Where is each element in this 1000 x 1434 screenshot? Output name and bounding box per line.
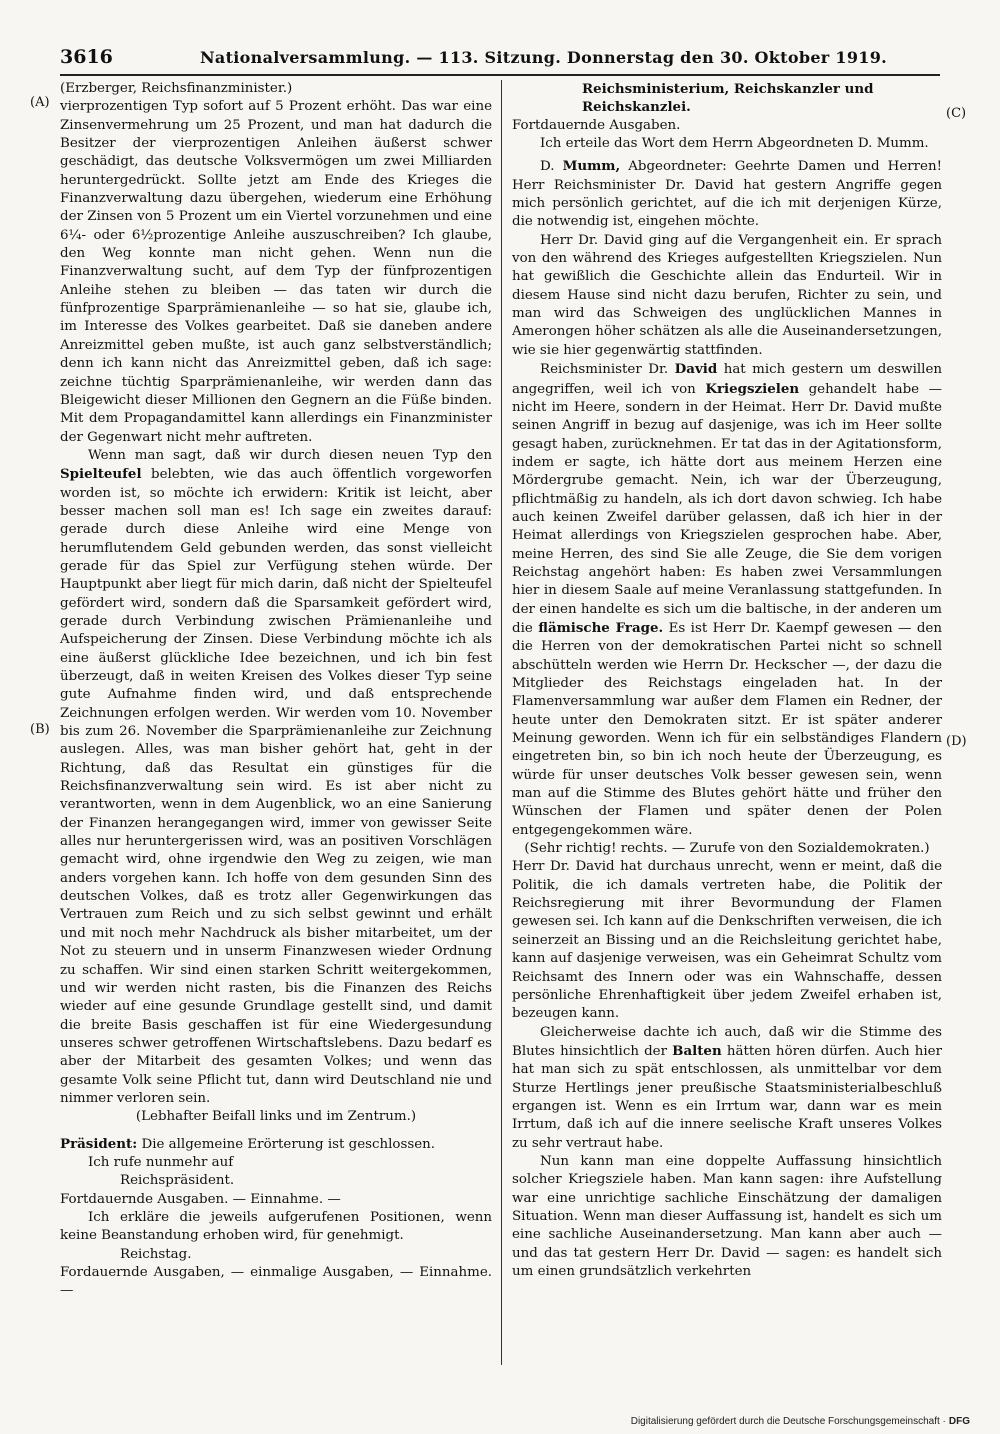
paragraph: Wenn man sagt, daß wir durch diesen neuen Typ den Spielteufel belebten, wie das auch öffentlich vorgeworfen worden ist, so möchte ich erwidern: Kritik ist leicht, aber besser machen soll man es! Ich sage ein zweites darauf: gerade durch diese Anleihe wird eine Menge von herumflutendem Geld gebunden werden, das sonst vielleicht gerade für das Spiel zur Verfügung stehen würde. Der Hauptpunkt aber liegt für mich darin, daß nicht der Spielteufel gefördert wird, sondern daß die Sparsamkeit gefördert wird, gerade durch Verbindung zwischen Prämienanleihe und Aufspeicherung der Zinsen. Diese Verbindung möchte ich als eine äußerst glückliche Idee bezeichnen, und ich bin fest überzeugt, daß in weiten Kreisen des Volkes dieser Typ seine gute Aufnahme finden wird, und daß entsprechende Zeichnungen erfolgen werden. Wir werden vom 10. November bis zum 26. November die Sparprämienanleihe zur Zeichnung auslegen. Alles, was man bisher gehört hat, geht in der Richtung, daß das Resultat ein günstiges für die Reichsfinanzverwaltung sein wird. Es ist aber nicht zu verantworten, wenn in dem Augenblick, wo an eine Sanierung der Finanzen herangegangen wird, immer von gewisser Seite alles nur heruntergerissen wird, was an positiven Vorschlägen gemacht wird, ohne irgendwie den Weg zu zeigen, wie man anders vorgehen kann. Ich hoffe von dem gesunden Sinn des deutschen Volkes, daß es trotz aller Gegenwirkungen das Vertrauen zum Reich und zu sich selbst gewinnt und erhält und mit noch mehr Nachdruck als bisher mitarbeitet, um der Not zu steuern und in unserm Finanzwesen wieder Ordnung zu schaffen. Wir sind einen starken Schritt weitergekommen, und wir werden nicht rasten, bis die Finanzen des Reichs wieder auf eine gesunde Grundlage gestellt sind, und damit die breite Basis geschaffen ist für eine Wiedergesundung unseres schwer getroffenen Wirtschaftslebens. Dazu bedarf es aber der Mitarbeit des gesamten Volkes; und wenn das gesamte Volk seine Pflicht tut, dann wird Deutschland nie und nimmer verloren sein.: [60, 447, 492, 1106]
section-title: Reichspräsident.: [120, 1173, 235, 1189]
speaker-note: (Erzberger, Reichsfinanzminister.): [60, 81, 293, 96]
speaker-name: Mumm,: [562, 158, 621, 175]
budget-line: Fortdauernde Ausgaben. — Einnahme. —: [60, 1191, 341, 1207]
section-heading: Reichsministerium, Reichskanzler und Reichskanzlei.: [582, 81, 874, 116]
call-line: Ich rufe nunmehr auf: [88, 1154, 234, 1170]
paragraph: D. Mumm, Abgeordneter: Geehrte Damen und Herren! Herr Reichsminister Dr. David hat gestern Angriffe gegen mich persönlich gerichtet, auf die ich mit derjenigen Kürze, die notwendig ist, eingehen möchte.: [512, 158, 942, 230]
budget-line: Fordauernde Ausgaben, — einmalige Ausgaben, — Einnahme. —: [60, 1265, 492, 1299]
paragraph: Ich erteile das Wort dem Herrn Abgeordneten D. Mumm.: [540, 136, 929, 152]
paragraph: Präsident: Die allgemeine Erörterung ist geschlossen.: [60, 1135, 436, 1152]
paragraph: Gleicherweise dachte ich auch, daß wir die Stimme des Blutes hinsichtlich der Balten hätten hören dürfen. Auch hier hat man sich zu spät entschlossen, als unmittelbar vor dem Sturze Hertlings jener preußische Staatsministerialbeschluß ergangen ist. Wenn es ein Irrtum war, dann war es mein Irrtum, daß ich auf die innere seelische Kraft unseres Volkes zu sehr vertraut habe.: [512, 1024, 942, 1151]
bold-term: Balten: [672, 1042, 722, 1059]
paragraph: Herr Dr. David hat durchaus unrecht, wenn er meint, daß die Politik, die ich damals vertreten habe, die Politik der Reichsregierung mit ihrer Bevormundung der Flamen gewesen sei. Ich kann auf die Denkschriften verweisen, die ich seinerzeit an Bissing und an die Reichsleitung gerichtet habe, kann auf dasjenige verweisen, was ein Geheimrat Schultz vom Reichsamt des Innern oder was ein Wahnschaffe, dessen persönliche Ehrenhaftigkeit über jedem Zweifel erhaben ist, bezeugen kann.: [512, 859, 942, 1022]
bold-term: David: [674, 361, 718, 378]
interjection-note: (Sehr richtig! rechts. — Zurufe von den Sozialdemokraten.): [524, 841, 930, 857]
margin-marker-d: (D): [946, 734, 967, 749]
bold-term: flämische Frage.: [538, 619, 664, 636]
bold-term: Kriegszielen: [705, 380, 800, 397]
paragraph: Ich erkläre die jeweils aufgerufenen Positionen, wenn keine Beanstandung erhoben wird, für genehmigt.: [60, 1209, 492, 1244]
paragraph: Reichsminister Dr. David hat mich gestern um deswillen angegriffen, weil ich von Kriegszielen gehandelt habe — nicht im Heere, sondern in der Heimat. Herr Dr. David mußte seinen Angriff in bezug auf dasjenige, was ich im Heer sollte gesagt haben, zurücknehmen. Er tat das in der Agitationsform, indem er sagte, ich hätte dort aus meinem Herzen eine Mördergrube gemacht. Nein, ich war der Überzeugung, pflichtmäßig zu handeln, als ich dort davon schwieg. Ich habe auch keinen Zweifel darüber gelassen, daß ich hier in der Heimat allerdings von Kriegszielen gesprochen habe. Aber, meine Herren, des sind Sie alle Zeuge, die Sie dem vorigen Reichstag angehört haben: Es haben zwei Versammlungen hier in diesem Saale auf meine Veranlassung stattgefunden. In der einen handelte es sich um die baltische, in der anderen um die flämische Frage. Es ist Herr Dr. Kaempf gewesen — den die Herren von der demokratischen Partei nicht so schnell abschütteln werden wie Herrn Dr. Heckscher —, der dazu die Mitglieder des Reichstags eingeladen hat. In der Flamenversammlung war außer dem Flamen ein Redner, der heute unter den Demokraten sitzt. Er ist später anderer Meinung geworden. Wenn ich für ein selbständiges Flandern eingetreten bin, so bin ich noch heute der Überzeugung, es würde für unser deutsches Volk besser gewesen sein, wenn man auf die Stimme des Blutes gehört hätte und früher den Wünschen der Flamen und später denen der Polen entgegengekommen wäre.: [512, 361, 943, 838]
right-column: [512, 80, 942, 1281]
page-number: 3616: [60, 46, 113, 68]
left-column: [60, 80, 492, 1301]
margin-marker-b: (B): [30, 722, 50, 737]
dfg-logo: DFG: [948, 1416, 970, 1427]
paragraph: Nun kann man eine doppelte Auffassung hinsichtlich solcher Kriegsziele haben. Man kann sagen: ihre Aufstellung war eine unrichtige sachliche Einschätzung der damaligen Situation. Wenn man dieser Auffassung ist, handelt es sich um eine sachliche Auseinandersetzung. Man kann aber auch — und das tat gestern Herr Dr. David — sagen: es handelt sich um einen grundsätzlich verkehrten: [512, 1153, 942, 1279]
margin-marker-c: (C): [946, 106, 967, 121]
paragraph: vierprozentigen Typ sofort auf 5 Prozent erhöht. Das war eine Zinsenvermehrung um 25 Prozent, und man hat dadurch die Besitzer der vierprozentigen Anleihen äußerst schwer geschädigt, das deutsche Volksvermögen um zwei Milliarden heruntergedrückt. Sollte jetzt am Ende des Krieges die Finanzverwaltung dazu übergehen, wiederum eine Erhöhung der Zinsen von 5 Prozent um ein Viertel vorzunehmen und eine 6¼- oder 6½prozentige Anleihe auszuschreiben? Ich glaube, den Weg konnte man nicht gehen. Wenn nun die Finanzverwaltung sucht, auf dem Typ der fünfprozentigen Anleihe stehen zu bleiben — das taten wir durch die fünfprozentige Sparprämienanleihe — so hat sie, glaube ich, im Interesse des Volkes gearbeitet. Daß sie daneben andere Anreizmittel geben mußte, ist auch ganz selbstverständlich; denn ich kann nicht das Anreizmittel geben, daß ich sage: zeichne tüchtig Sparprämienanleihe, wir werden dann das Bleigewicht dieser Millionen den Gegnern an die Füße binden. Mit dem Propagandamittel kann allerdings ein Finanzminister der Gegenwart nicht mehr auftreten.: [60, 99, 492, 445]
page-title: Nationalversammlung. — 113. Sitzung. Donnerstag den 30. Oktober 1919.: [200, 48, 888, 67]
applause-note: (Lebhafter Beifall links und im Zentrum.): [135, 1109, 417, 1125]
footer-credit: [631, 1416, 970, 1427]
section-title: Reichstag.: [120, 1246, 192, 1262]
footer-text: Digitalisierung gefördert durch die Deutsche Forschungsgemeinschaft ·: [630, 1416, 946, 1427]
budget-line: Fortdauernde Ausgaben.: [512, 117, 681, 133]
page-header: [60, 44, 940, 76]
column-divider: [501, 80, 502, 1365]
bold-term: Spielteufel: [60, 466, 142, 483]
paragraph: Herr Dr. David ging auf die Vergangenheit ein. Er sprach von den während des Krieges aufgestellten Kriegszielen. Nun hat gewißlich die Geschichte allein das Endurteil. Wir in diesem Hause sind nicht dazu berufen, Richter zu sein, und man wird das Schweigen des unglücklichen Mannes in Amerongen höher schätzen als alle die Auseinandersetzungen, wie sie hier gegenwärtig stattfinden.: [512, 232, 942, 358]
margin-marker-a: (A): [30, 95, 50, 110]
speaker-label: Präsident:: [60, 1135, 138, 1152]
